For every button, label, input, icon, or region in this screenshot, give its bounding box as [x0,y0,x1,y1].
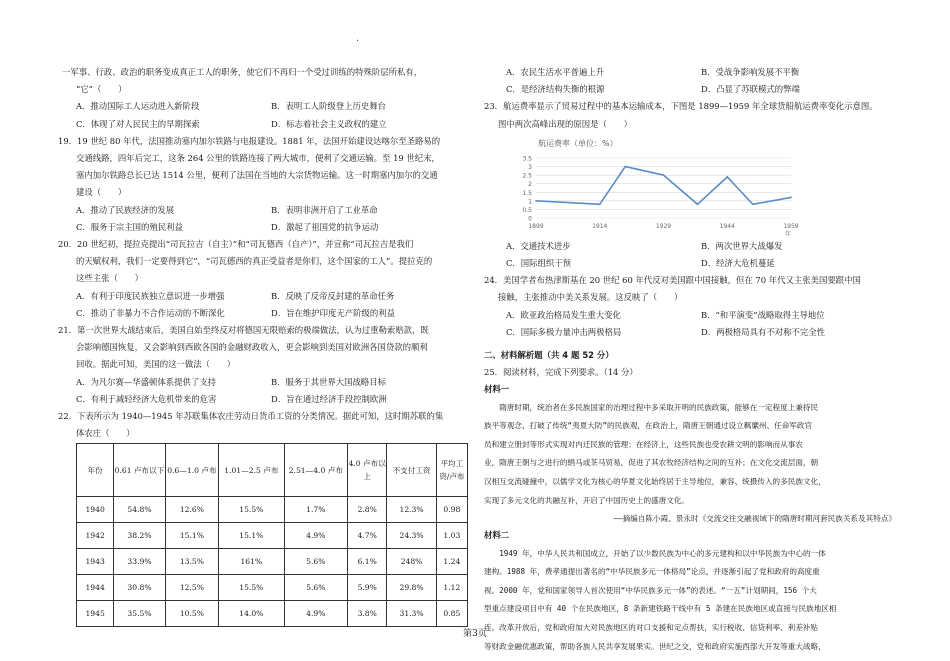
q20-line: 的天赋权利，我们一定要得到它”，“司瓦德西的真正受益者是你们，这个国家的工人”。提拉克的 [76,256,433,267]
table-cell: 1940 [77,497,114,523]
table-cell: 1.12 [436,575,467,601]
material-1-line: 实现了多元文化的共融互补，开启了中国历史上的盛唐文化。 [484,495,690,505]
table-cell: 29.8% [387,575,436,601]
chart-title: 航运费率（单位：%） [538,138,618,148]
chart-y-tick-label: 1 [528,198,532,206]
q19-line: 塞内加尔铁路总长已达 1514 公里，便利了法国在当地的大宗货物运输。这一时期塞内加尔的交通 [76,170,438,181]
q21-option-b[interactable]: B．服务于其世界大国战略目标 [271,376,387,387]
q21-line: 21．第一次世界大战结束后，美国自始至终反对将德国无限赔索的极端做法，认为过重勒索赔款，既 [58,325,429,336]
chart-series-line [536,166,791,204]
table-cell: 13.5% [165,549,218,575]
q24-line: 接触，主张推动中美关系发展。这反映了（ ） [498,292,683,303]
table-cell: 5.9% [348,575,387,601]
chart-y-tick-label: 3 [528,163,532,171]
q20-option-b[interactable]: B．反映了反帝反封建的革命任务 [271,290,395,301]
freight-rate-chart-svg [506,136,806,236]
material-2-text [484,545,896,657]
q23-line: 图中两次高峰出现的原因是（ ） [498,118,632,129]
material-1-line: 隋唐时期，统治者在多民族国家的治理过程中多采取开明的民族政策，能够在一定程度上兼持民 [499,402,819,412]
table-cell: 4.9% [284,601,347,627]
q20-options [62,305,466,322]
table-cell: 3.8% [348,601,387,627]
q18-options [62,98,466,115]
table-cell: 2.8% [348,497,387,523]
q22-option-c[interactable]: C．是经济结构失衡的根源 [506,84,605,95]
q21-line: 回收。据此可知，美国的这一做法（ ） [76,359,236,370]
material-1-title: 材料一 [484,384,510,395]
table-cell: 12.5% [165,575,218,601]
q22-header-cell: 2.51—4.0 卢布 [284,444,347,497]
q23-line: 23．航运费率显示了贸易过程中的基本运输成本，下图是 1899—1959 年全球货船航运费率变化示意图。 [484,101,878,112]
q24-option-d[interactable]: D．两极格局具有不对称不完全性 [701,326,825,337]
chart-data-point [535,200,537,202]
material-2-line: 等财政金融优惠政策，帮助各族人民共享发展果实。世纪之交，党和政府实施西部大开发等重大战略， [484,641,826,651]
table-cell: 15.5% [219,497,285,523]
q18-option-b[interactable]: B．表明工人阶级登上历史舞台 [271,101,387,112]
table-cell: 38.2% [114,523,165,549]
material-1-line: 汉相互交流碰撞中，以儒学文化为核心的华夏文化始终居于主导地位，兼容、统摄传入的多民族文化， [484,477,826,487]
chart-data-point [726,176,728,178]
q22-header-cell: 平均工资/卢布 [436,444,467,497]
page-number: 第3页 [463,629,487,639]
q25-intro: 25．阅读材料，完成下列要求。（14 分） [484,367,638,378]
q20-line: 20．20 世纪初，提拉克提出“司瓦拉吉（自主）”和“司瓦德西（自产）”，并宣称“司瓦拉吉是我们 [58,239,414,250]
table-cell: 10.5% [165,601,218,627]
q22-table-header-row [77,444,468,497]
q20-option-d[interactable]: D．旨在维护印度无产阶级的利益 [271,307,395,318]
q21-options [62,374,466,391]
table-cell: 12.3% [387,497,436,523]
left-column [58,64,466,627]
section-title: 二、材料解析题（共 4 题 52 分） [484,350,614,361]
table-cell: 14.0% [219,601,285,627]
q23-options [484,255,896,272]
table-cell: 15.1% [219,523,285,549]
q20-option-a[interactable]: A．有利于印度民族独立意识进一步增强 [76,290,225,301]
table-row [77,497,468,523]
q18-option-a[interactable]: A．推动国际工人运动进入新阶段 [76,101,200,112]
q22-table [76,443,468,627]
q18-line: “它”（ ） [76,84,127,95]
chart-x-tick-label: 1914 [592,222,608,230]
q19-line: 建设（ ） [76,187,127,198]
chart-y-tick-label: 2.5 [522,172,532,180]
q19-option-d[interactable]: D．激起了祖国党的抗争运动 [271,221,379,232]
material-1-text [484,399,896,511]
table-cell: 33.9% [114,549,165,575]
material-2-line: 型重点建设项目中有 40 个在民族地区，8 条新建铁路干线中有 5 条建在民族地区或直接与民族地区相 [484,604,837,614]
q21-option-d[interactable]: D．旨在通过经济手段控制欧洲 [271,393,387,404]
q20-option-c[interactable]: C．推动了非暴力不合作运动的不断深化 [76,307,225,318]
chart-y-tick-label: 0 [528,215,532,223]
table-cell: 1.03 [436,523,467,549]
q24-line: 24．美国学者布热津斯基在 20 世纪 60 年代反对美国跟中国接触，但在 70 年代又主张美国要跟中国 [484,275,861,286]
page-mark: · [356,36,360,47]
table-cell: 24.3% [387,523,436,549]
q22-table-body [77,497,468,627]
q23-option-b[interactable]: B．两次世界大战爆发 [701,240,783,251]
q21-options [62,391,466,408]
chart-y-tick-label: 3.5 [522,155,532,163]
q21-option-a[interactable]: A．为凡尔赛—华盛顿体系提供了支持 [76,376,217,387]
q19-line: 交通线路，四年后完工，这条 264 公里的铁路连接了两大城市，便利了交通运输。至 19 世纪末， [76,153,440,164]
table-row [77,575,468,601]
table-cell: 4.9% [284,523,347,549]
chart-x-tick-label: 1944 [719,222,735,230]
q22-header-cell: 1.01—2.5 卢布 [219,444,285,497]
q18-option-c[interactable]: C．体现了对人民民主的早期探索 [76,118,200,129]
material-1-line: 员和建立册封等形式实现对内迁民族的管理；在经济上，这些民族也受农耕文明的影响而从事农 [484,439,803,449]
q19-option-c[interactable]: C．服务于宗主国的殖民利益 [76,221,183,232]
q22-options [484,64,896,81]
chart-data-point [790,196,792,198]
table-cell: 1.24 [436,549,467,575]
q19-option-a[interactable]: A．推动了民族经济的发展 [76,204,175,215]
q19-options [62,219,466,236]
q19-options [62,202,466,219]
material-1-line: 族平等观念，打破了传统“夷夏大防”的民族观，在政治上，隋唐王朝通过设立羁縻州、任命军政官 [484,421,813,431]
q21-line: 会影响德国恢复，又会影响到西欧各国的金融财政收入，更会影响到美国对欧洲各国贷款的顺利 [76,342,428,353]
q24-option-a[interactable]: A．欧亚政治格局发生重大变化 [506,309,621,320]
q22-option-a[interactable]: A．农民生活水平普遍上升 [506,67,605,77]
q23-option-d[interactable]: D．经济大危机蔓延 [701,258,775,269]
chart-y-tick-label: 2 [528,181,532,189]
q20-line: 这些主张（ ） [76,273,143,284]
material-1-line: 业，隋唐王朝与之进行的绢马或茶马贸易，促进了其农牧经济结构之间的互补；在文化交流层面，朝 [484,458,819,468]
chart-y-tick-label: 1.5 [522,189,532,197]
table-cell: 0.85 [436,601,467,627]
q23-option-c[interactable]: C．国际组织干预 [506,258,572,269]
table-cell: 4.7% [348,523,387,549]
q21-option-c[interactable]: C．有利于减轻经济大危机带来的危害 [76,393,217,404]
table-cell: 248% [387,549,436,575]
table-cell: 1942 [77,523,114,549]
table-cell: 31.3% [387,601,436,627]
chart-x-tick-label: 1929 [655,222,672,230]
table-cell: 12.6% [165,497,218,523]
table-cell: 1943 [77,549,114,575]
q22-header-cell: 0.6—1.0 卢布 [165,444,218,497]
table-cell: 1945 [77,601,114,627]
chart-data-point [663,174,665,176]
table-cell: 5.6% [284,575,347,601]
q22-header-cell: 0.61 卢布以下 [114,444,165,497]
q19-line: 19．19 世纪 80 年代，法国推动塞内加尔铁路与电报建设。1881 年，法国开始建设达喀尔至圣路易的 [58,135,441,146]
table-cell: 161% [219,549,285,575]
q20-options [62,288,466,305]
q22-header-cell: 不支付工资 [387,444,436,497]
q22-header-cell: 年份 [77,444,114,497]
table-cell: 35.5% [114,601,165,627]
table-cell: 30.8% [114,575,165,601]
table-row [77,549,468,575]
right-column [484,64,896,656]
material-2-line: 1949 年，中华人民共和国成立，开始了以少数民族为中心的多元建构和以中华民族为中心的一体 [499,548,826,558]
q23-option-a[interactable]: A．交通技术进步 [506,240,571,251]
chart-data-point [624,165,626,167]
table-row [77,523,468,549]
q22-line: 体农庄（ ） [76,428,135,439]
q24-option-b[interactable]: B．“和平演变”战略取得主导地位 [701,309,825,320]
q18-options [62,116,466,133]
freight-rate-chart [506,136,806,236]
q22-options [484,81,896,98]
table-cell: 54.8% [114,497,165,523]
q24-options [484,307,896,324]
chart-data-point [599,203,601,205]
table-cell: 15.1% [165,523,218,549]
table-cell: 15.5% [219,575,285,601]
table-cell: 1944 [77,575,114,601]
chart-x-unit: 年 [785,230,792,236]
table-cell: 0.98 [436,497,467,523]
material-2-line: 建构。1988 年，费孝通提出著名的“中华民族多元一体格局”论点，并逐渐引起了党和政府的高度重 [484,567,820,577]
q18-option-d[interactable]: D．标志着社会主义政权的建立 [271,118,387,129]
chart-data-point [752,203,754,205]
q22-line: 22．下表所示为 1940—1945 年苏联集体农庄劳动日货币工资的分类情况。据此可知，这时期苏联的集 [58,411,444,422]
table-cell: 1.7% [284,497,347,523]
material-2-line: 连。改革开放后，党和政府加大对民族地区的对口支援和定点帮扶，实行税收、信贷利率、利差补贴 [484,622,819,632]
material-2-title: 材料二 [484,530,510,541]
table-cell: 5.6% [284,549,347,575]
q22-option-b[interactable]: B．受战争影响发展不平衡 [701,67,800,77]
q22-header-cell: 4.0 卢布以上 [348,444,387,497]
q24-option-c[interactable]: C．国际多极力量冲击两极格局 [506,326,622,337]
q22-option-d[interactable]: D．凸显了苏联模式的弊端 [701,84,800,95]
q19-option-b[interactable]: B．表明非洲开启了工业革命 [271,204,378,215]
q24-options [484,324,896,341]
table-row [77,601,468,627]
chart-x-tick-label: 1959 [783,222,799,230]
table-cell: 6.1% [348,549,387,575]
chart-x-tick-label: 1899 [528,222,544,230]
chart-data-point [697,203,699,205]
q23-options [484,238,896,255]
q18-line: 一军事、行政、政治的职务变成真正工人的职务，使它们不再归一个受过训练的特殊阶层所私有， [62,67,423,77]
material-1-source: ——摘编自陈小霞、景永时《交流交往交融视域下的隋唐时期河套民族关系及其特点》 [613,514,896,524]
chart-y-tick-label: 0.5 [522,206,532,214]
material-2-line: 视。2000 年，党和国家领导人首次使用“中华民族多元一体”的表述。“一五”计划期间，156 个大 [484,585,817,595]
